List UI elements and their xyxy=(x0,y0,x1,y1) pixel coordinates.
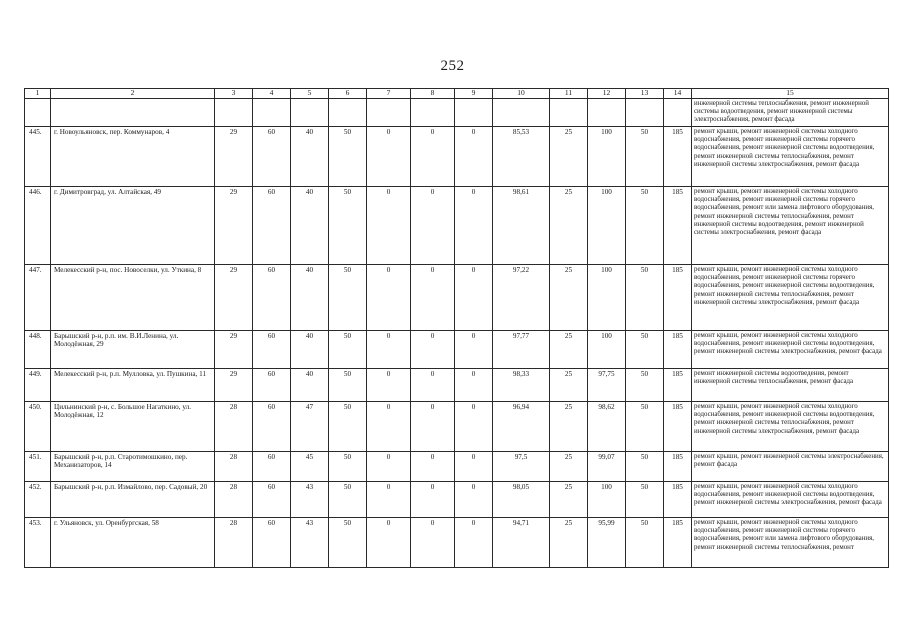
value-cell: 60 xyxy=(253,186,291,264)
table-row xyxy=(25,186,889,264)
works-cell: ремонт крыши, ремонт инженерной системы холодного водоснабжения, ремонт инженерной системы горячего водоснабжения, ремонт инженерной системы водоотведения, ремонт инженерной системы теплоснабжения, ремонт инженерной системы электроснабжения, ремонт фасада xyxy=(692,126,889,186)
value-cell: 0 xyxy=(455,330,493,368)
value-cell: 0 xyxy=(455,451,493,481)
column-header: 8 xyxy=(411,89,455,99)
value-cell: 25 xyxy=(550,264,588,330)
row-number-cell: 447. xyxy=(25,264,51,330)
value-cell: 185 xyxy=(664,451,692,481)
value-cell: 50 xyxy=(329,186,367,264)
value-cell: 100 xyxy=(588,264,626,330)
value-cell: 85,53 xyxy=(493,126,550,186)
value-cell: 50 xyxy=(626,264,664,330)
value-cell: 0 xyxy=(411,186,455,264)
column-header: 15 xyxy=(692,89,889,99)
value-cell: 50 xyxy=(329,401,367,451)
works-cell: ремонт крыши, ремонт инженерной системы холодного водоснабжения, ремонт инженерной системы горячего водоснабжения, ремонт инженерной системы водоотведения, ремонт инженерной системы теплоснабжения, ремонт инженерной системы электроснабжения, ремонт фасада xyxy=(692,264,889,330)
value-cell: 98,33 xyxy=(493,368,550,401)
value-cell: 50 xyxy=(329,368,367,401)
value-cell: 28 xyxy=(215,481,253,517)
value-cell: 99,07 xyxy=(588,451,626,481)
value-cell: 0 xyxy=(411,451,455,481)
value-cell: 50 xyxy=(626,517,664,567)
empty-cell xyxy=(25,98,51,126)
value-cell: 0 xyxy=(367,481,411,517)
value-cell: 60 xyxy=(253,330,291,368)
empty-cell xyxy=(253,98,291,126)
value-cell: 97,75 xyxy=(588,368,626,401)
column-header: 1 xyxy=(25,89,51,99)
value-cell: 95,99 xyxy=(588,517,626,567)
value-cell: 185 xyxy=(664,481,692,517)
value-cell: 40 xyxy=(291,368,329,401)
address-cell: г. Ульяновск, ул. Оренбургская, 58 xyxy=(51,517,215,567)
empty-cell xyxy=(664,98,692,126)
works-cell: ремонт крыши, ремонт инженерной системы холодного водоснабжения, ремонт инженерной системы водоотведения, ремонт инженерной системы теплоснабжения, ремонт инженерной системы электроснабжения, ремонт фасада xyxy=(692,401,889,451)
value-cell: 50 xyxy=(329,330,367,368)
value-cell: 98,05 xyxy=(493,481,550,517)
value-cell: 0 xyxy=(411,264,455,330)
value-cell: 0 xyxy=(455,126,493,186)
value-cell: 25 xyxy=(550,401,588,451)
table-row xyxy=(25,401,889,451)
column-header: 12 xyxy=(588,89,626,99)
address-cell: Цильнинский р-н, с. Большое Нагаткино, ул. Молодёжная, 12 xyxy=(51,401,215,451)
page-number: 252 xyxy=(440,58,465,74)
value-cell: 50 xyxy=(626,126,664,186)
table-row xyxy=(25,264,889,330)
value-cell: 0 xyxy=(411,401,455,451)
register-table xyxy=(24,88,889,568)
value-cell: 50 xyxy=(626,186,664,264)
value-cell: 100 xyxy=(588,481,626,517)
column-header: 11 xyxy=(550,89,588,99)
column-header: 5 xyxy=(291,89,329,99)
value-cell: 0 xyxy=(455,481,493,517)
value-cell: 29 xyxy=(215,368,253,401)
value-cell: 0 xyxy=(411,330,455,368)
value-cell: 97,22 xyxy=(493,264,550,330)
column-header: 4 xyxy=(253,89,291,99)
value-cell: 60 xyxy=(253,264,291,330)
value-cell: 60 xyxy=(253,451,291,481)
column-header: 14 xyxy=(664,89,692,99)
value-cell: 96,94 xyxy=(493,401,550,451)
table-body xyxy=(25,89,889,568)
address-cell: Мелекесский р-н, пос. Новоселки, ул. Уткина, 8 xyxy=(51,264,215,330)
value-cell: 98,61 xyxy=(493,186,550,264)
column-header: 9 xyxy=(455,89,493,99)
value-cell: 50 xyxy=(626,368,664,401)
value-cell: 28 xyxy=(215,401,253,451)
value-cell: 40 xyxy=(291,126,329,186)
empty-cell xyxy=(367,98,411,126)
table-row xyxy=(25,481,889,517)
value-cell: 25 xyxy=(550,330,588,368)
value-cell: 60 xyxy=(253,481,291,517)
carryover-row xyxy=(25,98,889,126)
address-cell: г. Димитровград, ул. Алтайская, 49 xyxy=(51,186,215,264)
value-cell: 100 xyxy=(588,330,626,368)
value-cell: 50 xyxy=(626,330,664,368)
row-number-cell: 453. xyxy=(25,517,51,567)
value-cell: 0 xyxy=(367,517,411,567)
value-cell: 185 xyxy=(664,401,692,451)
works-cell: ремонт крыши, ремонт инженерной системы холодного водоснабжения, ремонт инженерной системы водоотведения, ремонт инженерной системы электроснабжения, ремонт фасада xyxy=(692,481,889,517)
value-cell: 97,77 xyxy=(493,330,550,368)
value-cell: 28 xyxy=(215,451,253,481)
row-number-cell: 448. xyxy=(25,330,51,368)
empty-cell xyxy=(215,98,253,126)
value-cell: 50 xyxy=(329,264,367,330)
value-cell: 185 xyxy=(664,517,692,567)
value-cell: 185 xyxy=(664,186,692,264)
value-cell: 94,71 xyxy=(493,517,550,567)
value-cell: 40 xyxy=(291,264,329,330)
value-cell: 0 xyxy=(411,517,455,567)
table-row xyxy=(25,368,889,401)
table-row xyxy=(25,451,889,481)
table-row xyxy=(25,517,889,567)
value-cell: 50 xyxy=(626,451,664,481)
value-cell: 50 xyxy=(329,517,367,567)
value-cell: 0 xyxy=(367,126,411,186)
table-row xyxy=(25,330,889,368)
value-cell: 40 xyxy=(291,330,329,368)
empty-cell xyxy=(493,98,550,126)
value-cell: 98,62 xyxy=(588,401,626,451)
column-header: 6 xyxy=(329,89,367,99)
value-cell: 29 xyxy=(215,264,253,330)
value-cell: 0 xyxy=(455,264,493,330)
row-number-cell: 450. xyxy=(25,401,51,451)
empty-cell xyxy=(291,98,329,126)
empty-cell xyxy=(588,98,626,126)
value-cell: 0 xyxy=(367,401,411,451)
value-cell: 185 xyxy=(664,126,692,186)
empty-cell xyxy=(329,98,367,126)
value-cell: 25 xyxy=(550,481,588,517)
value-cell: 50 xyxy=(626,401,664,451)
value-cell: 185 xyxy=(664,264,692,330)
table-row xyxy=(25,126,889,186)
row-number-cell: 449. xyxy=(25,368,51,401)
value-cell: 50 xyxy=(329,451,367,481)
column-header: 10 xyxy=(493,89,550,99)
value-cell: 28 xyxy=(215,517,253,567)
works-cell: ремонт крыши, ремонт инженерной системы холодного водоснабжения, ремонт инженерной системы водоотведения, ремонт инженерной системы электроснабжения, ремонт фасада xyxy=(692,330,889,368)
empty-cell xyxy=(51,98,215,126)
value-cell: 29 xyxy=(215,126,253,186)
works-cell: ремонт крыши, ремонт инженерной системы электроснабжения, ремонт фасада xyxy=(692,451,889,481)
value-cell: 29 xyxy=(215,330,253,368)
value-cell: 0 xyxy=(455,517,493,567)
column-header: 2 xyxy=(51,89,215,99)
value-cell: 25 xyxy=(550,451,588,481)
row-number-cell: 446. xyxy=(25,186,51,264)
value-cell: 60 xyxy=(253,517,291,567)
value-cell: 0 xyxy=(455,186,493,264)
value-cell: 50 xyxy=(626,481,664,517)
empty-cell xyxy=(455,98,493,126)
column-header: 3 xyxy=(215,89,253,99)
value-cell: 0 xyxy=(455,368,493,401)
empty-cell xyxy=(550,98,588,126)
column-number-header-row xyxy=(25,89,889,99)
value-cell: 97,5 xyxy=(493,451,550,481)
value-cell: 0 xyxy=(455,401,493,451)
value-cell: 50 xyxy=(329,126,367,186)
value-cell: 60 xyxy=(253,401,291,451)
address-cell: г. Новоульяновск, пер. Коммунаров, 4 xyxy=(51,126,215,186)
value-cell: 25 xyxy=(550,126,588,186)
address-cell: Барышский р-н, р.п. Измайлово, пер. Садовый, 20 xyxy=(51,481,215,517)
value-cell: 185 xyxy=(664,368,692,401)
works-cell: ремонт крыши, ремонт инженерной системы холодного водоснабжения, ремонт инженерной системы горячего водоснабжения, ремонт или замена лифтового оборудования, ремонт инженерной системы теплоснабжения, ремонт инженерной системы водоотведения, ремонт инженерной системы электроснабжения, ремонт фасада xyxy=(692,186,889,264)
row-number-cell: 451. xyxy=(25,451,51,481)
value-cell: 0 xyxy=(367,451,411,481)
value-cell: 25 xyxy=(550,368,588,401)
column-header: 13 xyxy=(626,89,664,99)
value-cell: 0 xyxy=(411,481,455,517)
row-number-cell: 445. xyxy=(25,126,51,186)
value-cell: 185 xyxy=(664,330,692,368)
value-cell: 40 xyxy=(291,186,329,264)
value-cell: 25 xyxy=(550,517,588,567)
value-cell: 43 xyxy=(291,481,329,517)
address-cell: Мелекесский р-н, р.п. Мулловка, ул. Пушкина, 11 xyxy=(51,368,215,401)
value-cell: 0 xyxy=(367,330,411,368)
value-cell: 47 xyxy=(291,401,329,451)
value-cell: 25 xyxy=(550,186,588,264)
value-cell: 0 xyxy=(367,264,411,330)
value-cell: 50 xyxy=(329,481,367,517)
column-header: 7 xyxy=(367,89,411,99)
value-cell: 100 xyxy=(588,126,626,186)
empty-cell xyxy=(626,98,664,126)
value-cell: 29 xyxy=(215,186,253,264)
value-cell: 45 xyxy=(291,451,329,481)
works-cell: инженерной системы теплоснабжения, ремонт инженерной системы водоотведения, ремонт инженерной системы электроснабжения, ремонт фасада xyxy=(692,98,889,126)
works-cell: ремонт инженерной системы водоотведения, ремонт инженерной системы теплоснабжения, ремонт фасада xyxy=(692,368,889,401)
value-cell: 0 xyxy=(367,368,411,401)
value-cell: 60 xyxy=(253,126,291,186)
row-number-cell: 452. xyxy=(25,481,51,517)
value-cell: 0 xyxy=(411,368,455,401)
address-cell: Барышский р-н, р.п. им. В.И.Ленина, ул. Молодёжная, 29 xyxy=(51,330,215,368)
value-cell: 0 xyxy=(367,186,411,264)
address-cell: Барышский р-н, р.п. Старотимошкино, пер. Механизаторов, 14 xyxy=(51,451,215,481)
empty-cell xyxy=(411,98,455,126)
value-cell: 43 xyxy=(291,517,329,567)
value-cell: 0 xyxy=(411,126,455,186)
value-cell: 60 xyxy=(253,368,291,401)
works-cell: ремонт крыши, ремонт инженерной системы холодного водоснабжения, ремонт инженерной системы горячего водоснабжения, ремонт или замена лифтового оборудования, ремонт инженерной системы теплоснабжения, ремонт xyxy=(692,517,889,567)
value-cell: 100 xyxy=(588,186,626,264)
